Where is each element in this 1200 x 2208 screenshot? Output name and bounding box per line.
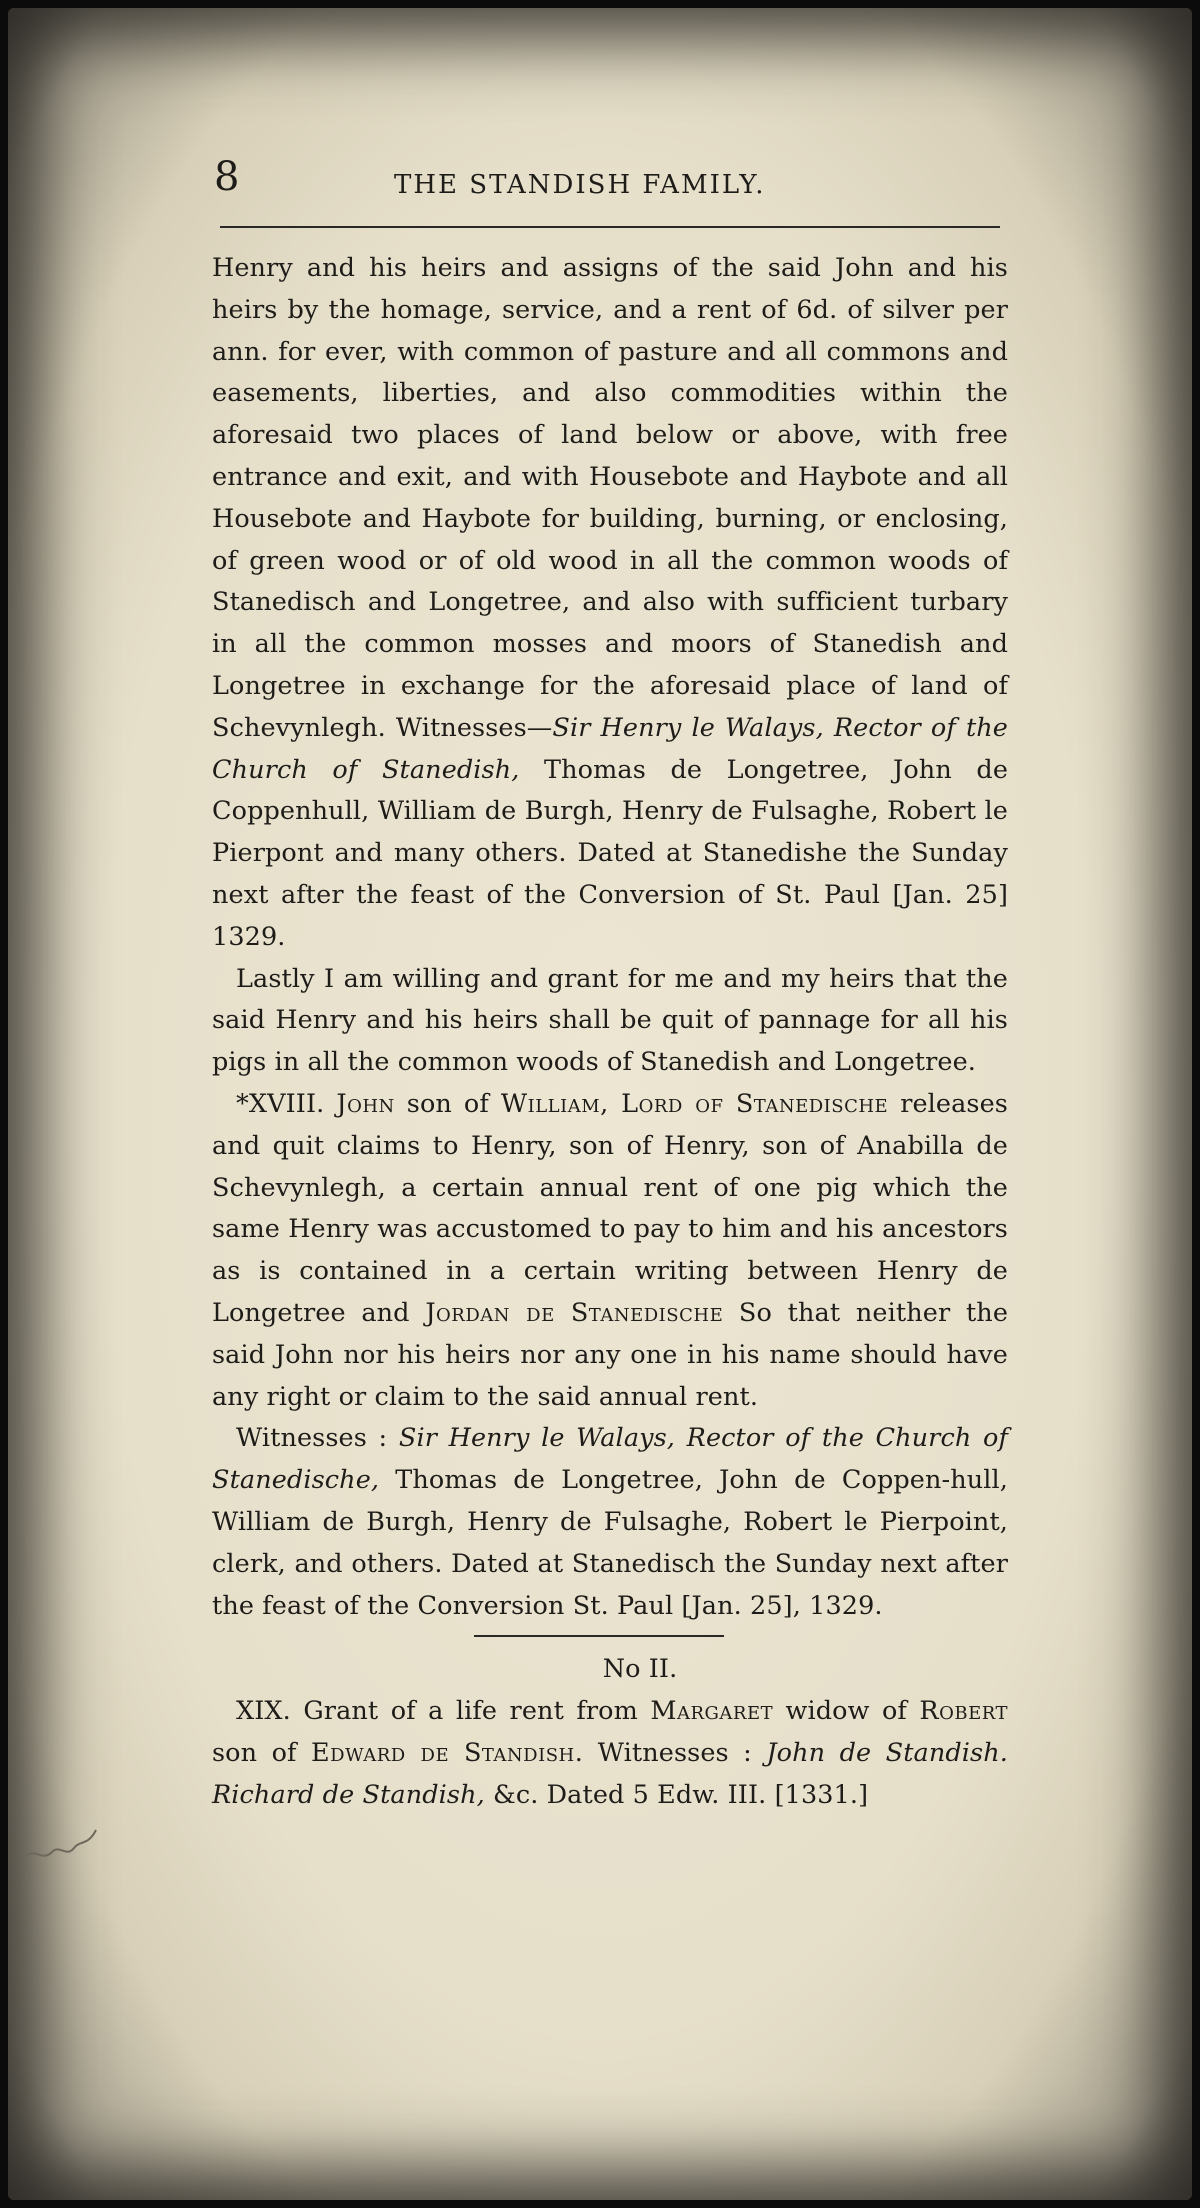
paragraph-text: &c. Dated 5 Edw. III. [1331.] <box>484 1779 869 1810</box>
paragraph-text: Witnesses : <box>583 1737 767 1768</box>
paragraph-text: XIX. Grant of a life rent from <box>236 1696 651 1727</box>
page-frame <box>8 8 1192 2200</box>
paragraph-text: widow of <box>773 1696 920 1727</box>
name-small-caps: William, Lord of Stanedische <box>500 1088 889 1119</box>
paragraph-text: Witnesses : <box>236 1423 399 1454</box>
paragraph-witnesses <box>212 1418 1008 1627</box>
name-small-caps: Robert <box>919 1696 1008 1727</box>
paragraph-text: So that neither the said John nor his heirs nor any one in his name should have any right or claim to the said annual rent. <box>212 1297 1009 1412</box>
name-small-caps: John <box>336 1088 395 1119</box>
witness-italic: Sir Henry le Walays, Rector of the Church of Stanedish, <box>212 712 1009 785</box>
paragraph-text: son of <box>394 1088 501 1119</box>
page-number: 8 <box>214 154 241 200</box>
name-small-caps: Margaret <box>650 1696 774 1727</box>
book-page <box>204 148 1009 1810</box>
margin-handwriting-mark <box>22 1818 102 1868</box>
paragraph-text: son of <box>212 1737 312 1768</box>
paragraph-pannage: Lastly I am willing and grant for me and my heirs that the said Henry and his heirs shall be quit of pannage for all his pigs in all the common woods of Stanedish and Longetree. <box>212 963 1008 1078</box>
paragraph-text: releases and quit claims to Henry, son of Henry, son of Anabilla de Schevynlegh, a certain annual rent of one pig which the same Henry was accustomed to pay to him and his ancestors as is contained in a certain writing between Henry de Longetree and <box>212 1088 1008 1328</box>
name-small-caps: Jordan de Stanedische <box>425 1297 724 1328</box>
section-title: No II. <box>602 1654 678 1685</box>
page-header <box>204 148 1004 210</box>
header-rule <box>220 226 1000 228</box>
paragraph-text: Henry and his heirs and assigns of the said John and his heirs by the homage, service, and a rent of 6d. of silver per ann. for ever, with common of pasture and all commons and easements, liberties, and also commodities within the aforesaid two places of land below or above, with free entrance and exit, and with Housebote and Haybote and all Housebote and Haybote for building, burning, or enclosing, of green wood or of old wood in all the common woods of Stanedisch and Longetree, and also with sufficient turbary in all the common mosses and moors of Stanedish and Longetree in exchange for the aforesaid place of land of Schevynlegh. Witnesses— <box>212 253 1008 743</box>
paragraph-grant-continuation <box>212 248 1008 959</box>
witness-italic: John de Standish. Richard de Standish, <box>212 1737 1008 1810</box>
paragraph-xviii <box>212 1084 1008 1418</box>
paragraph-text: Thomas de Longetree, John de Coppenhull, William de Burgh, Henry de Fulsaghe, Robert le Pierpont and many others. Dated at Stanedishe the Sunday next after the feast of the Conversion of St. Paul [Jan. 25] 1329. <box>212 754 1009 952</box>
section-divider <box>474 1635 724 1637</box>
paragraph-xix <box>212 1691 1008 1816</box>
body-text <box>212 248 1008 1816</box>
witness-italic: Sir Henry le Walays, Rector of the Church of Stanedische, <box>212 1423 1008 1496</box>
paragraph-text: Thomas de Longetree, John de Coppen-hull, William de Burgh, Henry de Fulsaghe, Robert le Pierpoint, clerk, and others. Dated at Stanedisch the Sunday next after the feast of the Conversion St. Paul [Jan. 25], 1329. <box>212 1465 1008 1621</box>
running-head: THE STANDISH FAMILY. <box>394 170 766 200</box>
entry-number: *XVIII. <box>236 1088 337 1119</box>
name-small-caps: Edward de Standish. <box>311 1737 584 1768</box>
